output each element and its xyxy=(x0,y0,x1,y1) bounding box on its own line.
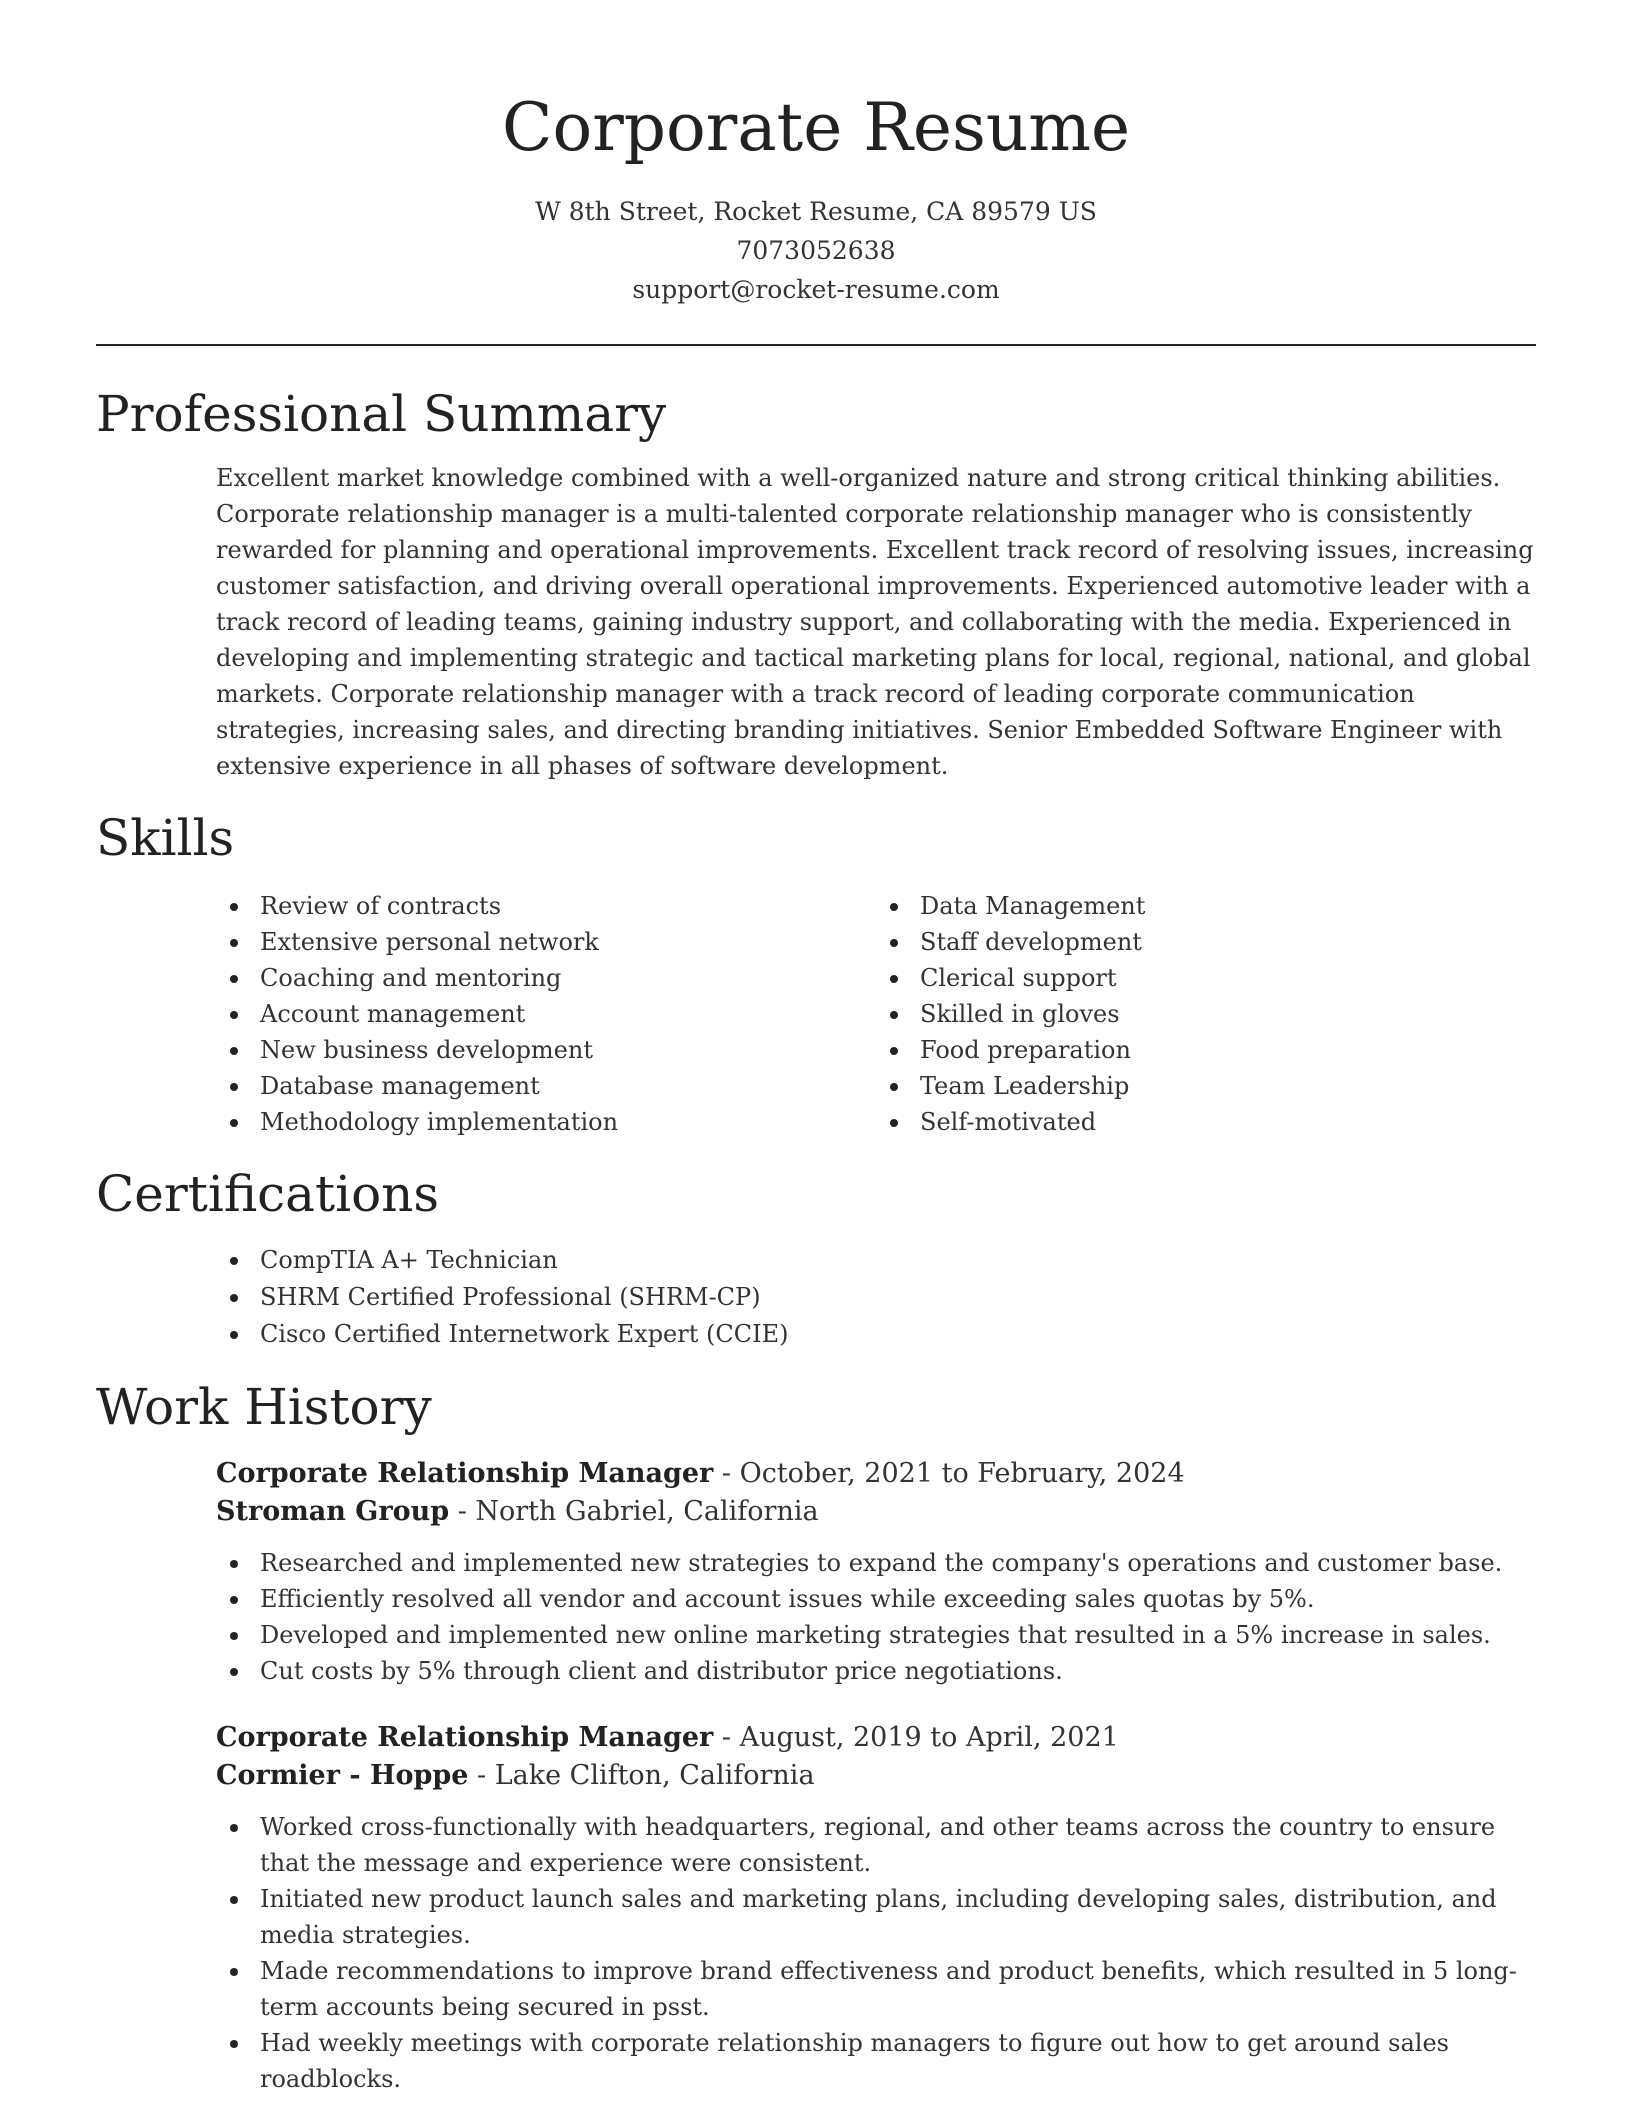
contact-email: support@rocket-resume.com xyxy=(632,275,1000,304)
certification-item: SHRM Certified Professional (SHRM-CP) xyxy=(260,1279,1536,1316)
job-company: Cormier - Hoppe xyxy=(216,1760,469,1791)
job-bullet: Initiated new product launch sales and marketing plans, including developing sales, distribution, and media strategies. xyxy=(260,1881,1536,1953)
skill-item: Self-motivated xyxy=(920,1104,1536,1140)
skill-item: Team Leadership xyxy=(920,1068,1536,1104)
job-company: Stroman Group xyxy=(216,1496,450,1527)
skill-item: Review of contracts xyxy=(260,888,876,924)
skill-item: New business development xyxy=(260,1032,876,1068)
job-entry xyxy=(216,1719,1536,2097)
skill-item: Food preparation xyxy=(920,1032,1536,1068)
work-history-heading: Work History xyxy=(96,1378,432,1436)
certification-item: CompTIA A+ Technician xyxy=(260,1242,1536,1279)
skill-item: Clerical support xyxy=(920,960,1536,996)
job-bullet: Worked cross-functionally with headquarters, regional, and other teams across the country to ensure that the message and experience were consistent. xyxy=(260,1809,1536,1881)
skill-item: Skilled in gloves xyxy=(920,996,1536,1032)
skill-item: Staff development xyxy=(920,924,1536,960)
job-responsibilities xyxy=(216,1545,1536,1689)
job-role: Corporate Relationship Manager xyxy=(216,1722,714,1753)
skills-column-left xyxy=(216,888,876,1140)
resume-name: Corporate Resume xyxy=(502,89,1130,166)
contact-address: W 8th Street, Rocket Resume, CA 89579 US xyxy=(535,197,1097,226)
certifications-heading: Certifications xyxy=(96,1165,440,1223)
job-bullet: Cut costs by 5% through client and distributor price negotiations. xyxy=(260,1653,1536,1689)
job-bullet: Developed and implemented new online marketing strategies that resulted in a 5% increase in sales. xyxy=(260,1617,1536,1653)
skill-item: Account management xyxy=(260,996,876,1032)
skills-heading: Skills xyxy=(96,809,235,867)
header-divider xyxy=(96,344,1536,346)
job-title-line xyxy=(216,1719,1536,1757)
skills-columns xyxy=(216,888,1536,1140)
job-location: - North Gabriel, California xyxy=(449,1496,819,1527)
contact-block xyxy=(96,192,1536,309)
job-bullet: Researched and implemented new strategies to expand the company's operations and customer base. xyxy=(260,1545,1536,1581)
contact-phone: 7073052638 xyxy=(736,236,896,265)
job-responsibilities xyxy=(216,1809,1536,2097)
skill-item: Methodology implementation xyxy=(260,1104,876,1140)
job-company-line xyxy=(216,1757,1536,1795)
certification-item: Cisco Certified Internetwork Expert (CCIE) xyxy=(260,1316,1536,1353)
summary-text: Excellent market knowledge combined with a well-organized nature and strong critical thinking abilities. Corporate relationship manager is a multi-talented corporate relationship manager who is consistently rewarded for planning and operational improvements. Excellent track record of resolving issues, increasing customer satisfaction, and driving overall operational improvements. Experienced automotive leader with a track record of leading teams, gaining industry support, and collaborating with the media. Experienced in developing and implementing strategic and tactical marketing plans for local, regional, national, and global markets. Corporate relationship manager with a track record of leading corporate communication strategies, increasing sales, and directing branding initiatives. Senior Embedded Software Engineer with extensive experience in all phases of software development. xyxy=(216,464,1534,780)
job-bullet: Made recommendations to improve brand effectiveness and product benefits, which resulted in 5 long-term accounts being secured in psst. xyxy=(260,1953,1536,2025)
skills-column-right xyxy=(876,888,1536,1140)
summary-heading: Professional Summary xyxy=(96,385,667,443)
job-bullet: Efficiently resolved all vendor and account issues while exceeding sales quotas by 5%. xyxy=(260,1581,1536,1617)
skill-item: Extensive personal network xyxy=(260,924,876,960)
skill-item: Data Management xyxy=(920,888,1536,924)
skill-item: Database management xyxy=(260,1068,876,1104)
job-company-line xyxy=(216,1493,1536,1531)
job-bullet: Had weekly meetings with corporate relationship managers to figure out how to get around sales roadblocks. xyxy=(260,2025,1536,2097)
job-role: Corporate Relationship Manager xyxy=(216,1458,714,1489)
job-dates: - August, 2019 to April, 2021 xyxy=(713,1722,1119,1753)
job-location: - Lake Clifton, California xyxy=(468,1760,815,1791)
job-title-line xyxy=(216,1455,1536,1493)
job-entry xyxy=(216,1455,1536,1689)
skill-item: Coaching and mentoring xyxy=(260,960,876,996)
certifications-list xyxy=(216,1242,1536,1353)
job-dates: - October, 2021 to February, 2024 xyxy=(713,1458,1185,1489)
resume-header xyxy=(96,0,1536,309)
